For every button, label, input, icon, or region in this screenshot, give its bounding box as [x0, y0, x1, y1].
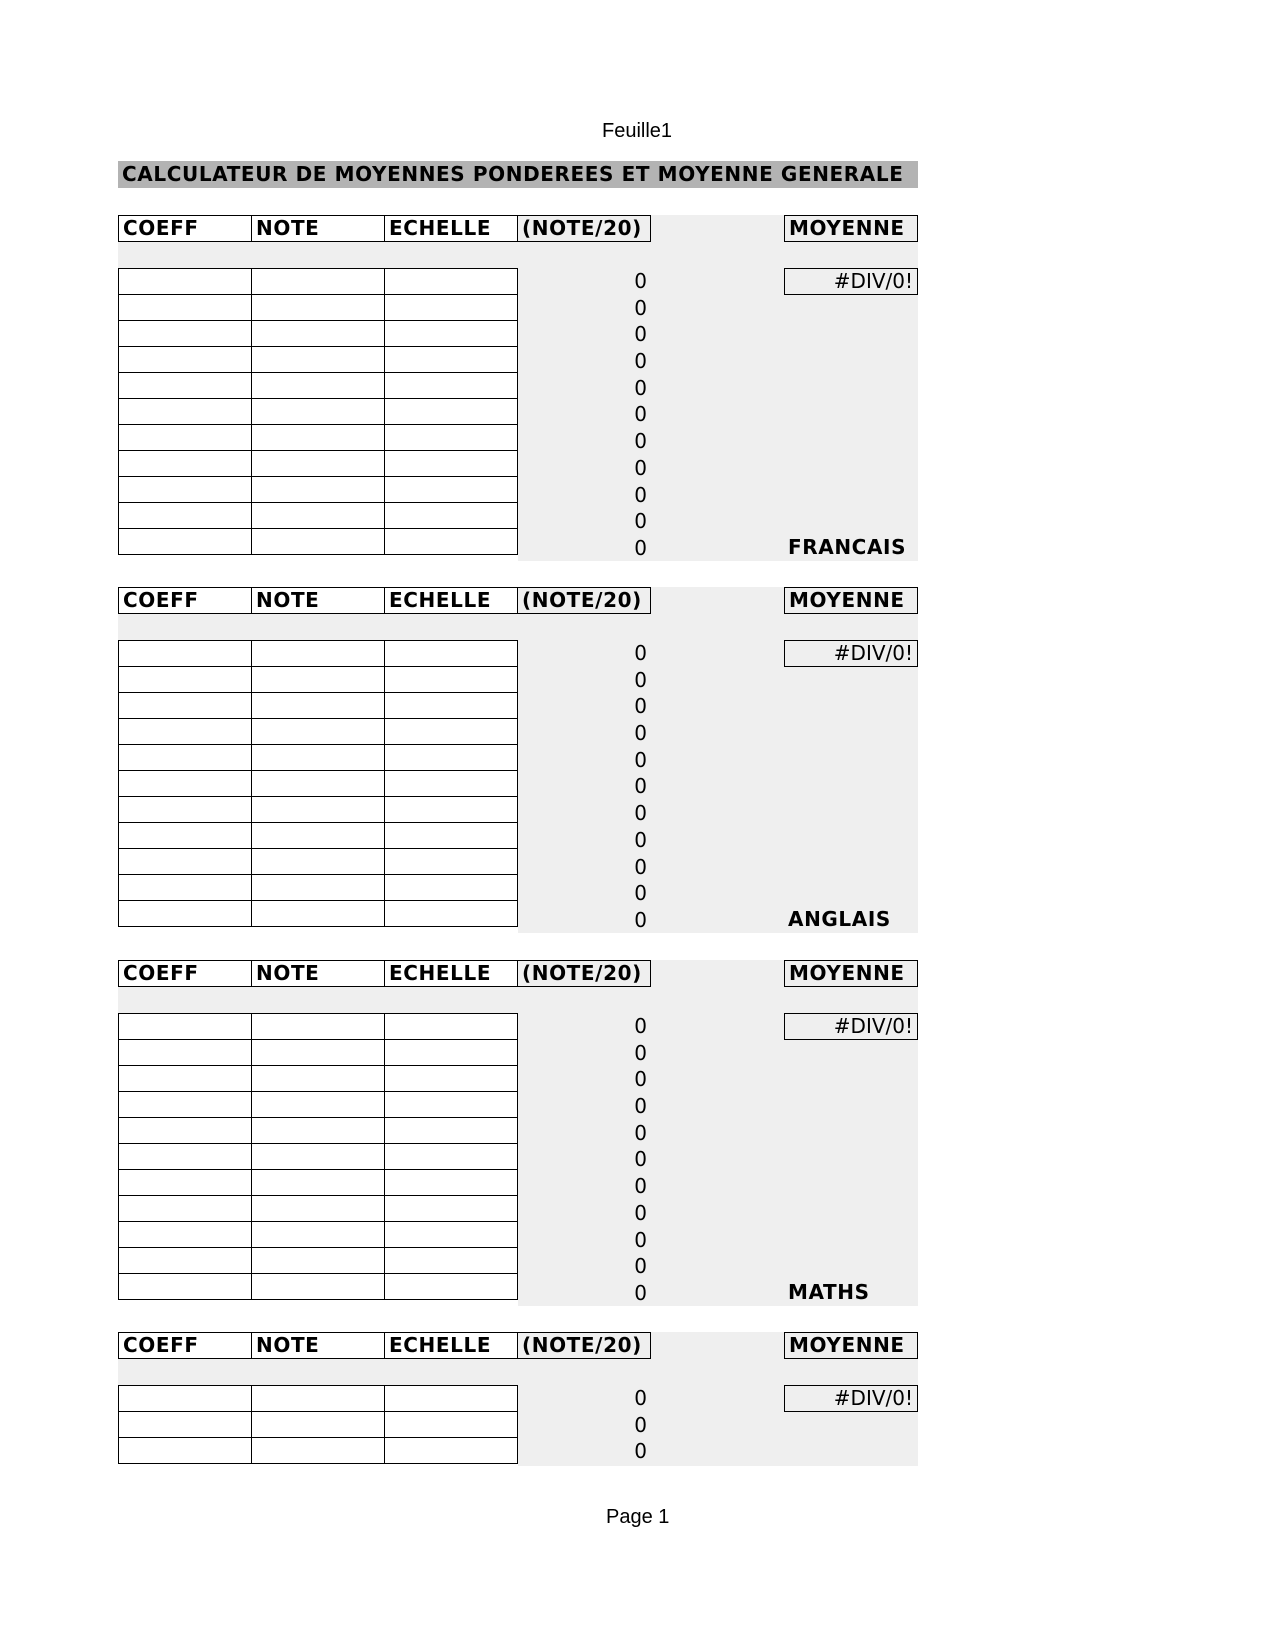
coeff-cell[interactable]	[119, 797, 252, 823]
echelle-header: ECHELLE	[384, 1332, 518, 1359]
echelle-cell[interactable]	[385, 425, 518, 451]
note-cell[interactable]	[252, 641, 385, 667]
note-cell[interactable]	[252, 503, 385, 529]
echelle-cell[interactable]	[385, 321, 518, 347]
note20-header: (NOTE/20)	[517, 215, 651, 242]
note-cell[interactable]	[252, 1274, 385, 1300]
moyenne-header: MOYENNE	[784, 587, 918, 614]
coeff-cell[interactable]	[119, 1092, 252, 1118]
echelle-header: ECHELLE	[384, 587, 518, 614]
note20-column	[518, 1385, 651, 1465]
echelle-cell[interactable]	[385, 823, 518, 849]
coeff-cell[interactable]	[119, 295, 252, 321]
table-row	[119, 1222, 518, 1248]
table-row	[119, 321, 518, 347]
sheet-name: Feuille1	[602, 120, 673, 142]
echelle-cell[interactable]	[385, 693, 518, 719]
table-row	[119, 347, 518, 373]
echelle-cell[interactable]	[385, 1118, 518, 1144]
table-row	[119, 641, 518, 667]
table-row	[119, 477, 518, 503]
coeff-cell[interactable]	[119, 503, 252, 529]
note20-value: 0	[634, 774, 647, 799]
note20-value: 0	[634, 402, 647, 427]
page-title: CALCULATEUR DE MOYENNES PONDEREES ET MOYENNE GENERALE	[118, 161, 918, 188]
note-cell[interactable]	[252, 1118, 385, 1144]
table-row	[119, 901, 518, 927]
note20-value: 0	[634, 667, 647, 692]
moyenne-header: MOYENNE	[784, 215, 918, 242]
average-value: #DIV/0!	[784, 1013, 918, 1040]
note20-value: 0	[634, 269, 647, 293]
echelle-cell[interactable]	[385, 529, 518, 555]
echelle-cell[interactable]	[385, 399, 518, 425]
note-cell[interactable]	[252, 1438, 385, 1464]
table-row	[119, 1170, 518, 1196]
note-cell[interactable]	[252, 693, 385, 719]
coeff-cell[interactable]	[119, 849, 252, 875]
echelle-cell[interactable]	[385, 771, 518, 797]
table-row	[119, 823, 518, 849]
echelle-cell[interactable]	[385, 1144, 518, 1170]
table-row	[119, 667, 518, 693]
note20-value: 0	[634, 349, 647, 374]
table-row	[119, 1196, 518, 1222]
note20-value: 0	[634, 1040, 647, 1065]
note20-value: 0	[634, 1412, 647, 1437]
note20-value: 0	[634, 641, 647, 665]
coeff-cell[interactable]	[119, 641, 252, 667]
subject-section	[118, 215, 918, 561]
note20-value: 0	[634, 1120, 647, 1145]
note20-column	[518, 268, 651, 562]
echelle-cell[interactable]	[385, 295, 518, 321]
note-cell[interactable]	[252, 321, 385, 347]
note-cell[interactable]	[252, 823, 385, 849]
note20-value: 0	[634, 1174, 647, 1199]
coeff-cell[interactable]	[119, 451, 252, 477]
echelle-header: ECHELLE	[384, 215, 518, 242]
coeff-cell[interactable]	[119, 1040, 252, 1066]
note20-value: 0	[634, 827, 647, 852]
table-row	[119, 745, 518, 771]
page-footer: Page 1	[606, 1506, 670, 1528]
echelle-cell[interactable]	[385, 1092, 518, 1118]
note-cell[interactable]	[252, 771, 385, 797]
note-cell[interactable]	[252, 1196, 385, 1222]
table-row	[119, 503, 518, 529]
table-row	[119, 269, 518, 295]
note20-value: 0	[634, 721, 647, 746]
note-cell[interactable]	[252, 1092, 385, 1118]
note-cell[interactable]	[252, 1412, 385, 1438]
echelle-cell[interactable]	[385, 1014, 518, 1040]
coeff-cell[interactable]	[119, 745, 252, 771]
echelle-cell[interactable]	[385, 373, 518, 399]
coeff-cell[interactable]	[119, 529, 252, 555]
note20-value: 0	[634, 455, 647, 480]
echelle-header: ECHELLE	[384, 960, 518, 987]
note-cell[interactable]	[252, 1170, 385, 1196]
table-row	[119, 719, 518, 745]
echelle-cell[interactable]	[385, 477, 518, 503]
coeff-cell[interactable]	[119, 667, 252, 693]
coeff-cell[interactable]	[119, 1196, 252, 1222]
note-cell[interactable]	[252, 1386, 385, 1412]
table-row	[119, 399, 518, 425]
note20-value: 0	[634, 1254, 647, 1279]
subject-label: FRANCAIS	[788, 535, 907, 559]
note-cell[interactable]	[252, 529, 385, 555]
echelle-cell[interactable]	[385, 451, 518, 477]
coeff-cell[interactable]	[119, 347, 252, 373]
coeff-header: COEFF	[118, 960, 252, 987]
coeff-cell[interactable]	[119, 1014, 252, 1040]
moyenne-header: MOYENNE	[784, 1332, 918, 1359]
coeff-cell[interactable]	[119, 321, 252, 347]
table-row	[119, 529, 518, 555]
coeff-cell[interactable]	[119, 373, 252, 399]
echelle-cell[interactable]	[385, 1412, 518, 1438]
note-cell[interactable]	[252, 399, 385, 425]
input-grid	[118, 640, 518, 927]
header-spacer	[118, 614, 518, 640]
coeff-cell[interactable]	[119, 875, 252, 901]
coeff-cell[interactable]	[119, 719, 252, 745]
note20-value: 0	[634, 1200, 647, 1225]
note-cell[interactable]	[252, 347, 385, 373]
subject-section	[118, 587, 918, 933]
coeff-cell[interactable]	[119, 1066, 252, 1092]
note20-value: 0	[634, 429, 647, 454]
echelle-cell[interactable]	[385, 503, 518, 529]
table-row	[119, 295, 518, 321]
note20-value: 0	[634, 747, 647, 772]
echelle-cell[interactable]	[385, 797, 518, 823]
echelle-cell[interactable]	[385, 1196, 518, 1222]
echelle-cell[interactable]	[385, 1438, 518, 1464]
note20-value: 0	[634, 375, 647, 400]
note-header: NOTE	[251, 587, 385, 614]
coeff-cell[interactable]	[119, 823, 252, 849]
coeff-cell[interactable]	[119, 693, 252, 719]
table-row	[119, 693, 518, 719]
table-row	[119, 1412, 518, 1438]
note-cell[interactable]	[252, 425, 385, 451]
note20-value: 0	[634, 1386, 647, 1410]
coeff-cell[interactable]	[119, 477, 252, 503]
coeff-cell[interactable]	[119, 269, 252, 295]
table-row	[119, 373, 518, 399]
note20-value: 0	[634, 801, 647, 826]
note-cell[interactable]	[252, 1014, 385, 1040]
coeff-cell[interactable]	[119, 1170, 252, 1196]
table-row	[119, 425, 518, 451]
table-row	[119, 1066, 518, 1092]
note20-value: 0	[634, 1014, 647, 1038]
note-cell[interactable]	[252, 295, 385, 321]
coeff-cell[interactable]	[119, 771, 252, 797]
note-cell[interactable]	[252, 477, 385, 503]
header-spacer	[118, 1359, 518, 1385]
coeff-cell[interactable]	[119, 1438, 252, 1464]
coeff-cell[interactable]	[119, 1248, 252, 1274]
note20-header: (NOTE/20)	[517, 587, 651, 614]
subject-label: MATHS	[788, 1280, 870, 1304]
note20-header: (NOTE/20)	[517, 960, 651, 987]
note20-value: 0	[634, 509, 647, 534]
table-row	[119, 1040, 518, 1066]
note-cell[interactable]	[252, 373, 385, 399]
echelle-cell[interactable]	[385, 667, 518, 693]
input-grid	[118, 1385, 518, 1464]
average-value: #DIV/0!	[784, 1385, 918, 1412]
moyenne-header: MOYENNE	[784, 960, 918, 987]
average-value: #DIV/0!	[784, 640, 918, 667]
subject-section	[118, 960, 918, 1306]
note-cell[interactable]	[252, 745, 385, 771]
coeff-header: COEFF	[118, 215, 252, 242]
note20-header: (NOTE/20)	[517, 1332, 651, 1359]
table-row	[119, 1144, 518, 1170]
note-cell[interactable]	[252, 901, 385, 927]
note-cell[interactable]	[252, 1144, 385, 1170]
echelle-cell[interactable]	[385, 719, 518, 745]
coeff-cell[interactable]	[119, 425, 252, 451]
note20-value: 0	[634, 322, 647, 347]
note-cell[interactable]	[252, 269, 385, 295]
coeff-cell[interactable]	[119, 1118, 252, 1144]
coeff-cell[interactable]	[119, 1274, 252, 1300]
input-grid	[118, 1013, 518, 1300]
average-value: #DIV/0!	[784, 268, 918, 295]
table-row	[119, 1438, 518, 1464]
note-cell[interactable]	[252, 875, 385, 901]
note-header: NOTE	[251, 1332, 385, 1359]
echelle-cell[interactable]	[385, 875, 518, 901]
coeff-cell[interactable]	[119, 901, 252, 927]
table-row	[119, 1014, 518, 1040]
table-row	[119, 1274, 518, 1300]
note-cell[interactable]	[252, 719, 385, 745]
note20-column	[518, 640, 651, 934]
coeff-cell[interactable]	[119, 1386, 252, 1412]
echelle-cell[interactable]	[385, 347, 518, 373]
note20-value: 0	[634, 482, 647, 507]
header-spacer	[118, 242, 518, 268]
table-row	[119, 849, 518, 875]
coeff-cell[interactable]	[119, 1144, 252, 1170]
echelle-cell[interactable]	[385, 1170, 518, 1196]
table-row	[119, 1386, 518, 1412]
subject-label: ANGLAIS	[788, 907, 891, 931]
coeff-header: COEFF	[118, 1332, 252, 1359]
note-cell[interactable]	[252, 667, 385, 693]
note-cell[interactable]	[252, 1222, 385, 1248]
echelle-cell[interactable]	[385, 1040, 518, 1066]
note-cell[interactable]	[252, 451, 385, 477]
note-header: NOTE	[251, 215, 385, 242]
coeff-cell[interactable]	[119, 1222, 252, 1248]
table-row	[119, 771, 518, 797]
echelle-cell[interactable]	[385, 849, 518, 875]
note-cell[interactable]	[252, 797, 385, 823]
echelle-cell[interactable]	[385, 745, 518, 771]
subject-section	[118, 1332, 918, 1466]
input-grid	[118, 268, 518, 555]
table-row	[119, 1248, 518, 1274]
note20-value: 0	[634, 854, 647, 879]
note20-value: 0	[634, 1147, 647, 1172]
note20-value: 0	[634, 907, 647, 932]
echelle-cell[interactable]	[385, 901, 518, 927]
echelle-cell[interactable]	[385, 1066, 518, 1092]
echelle-cell[interactable]	[385, 1386, 518, 1412]
header-spacer	[118, 987, 518, 1013]
note20-value: 0	[634, 1227, 647, 1252]
echelle-cell[interactable]	[385, 269, 518, 295]
note20-value: 0	[634, 881, 647, 906]
note20-value: 0	[634, 1280, 647, 1305]
coeff-cell[interactable]	[119, 399, 252, 425]
note-cell[interactable]	[252, 1248, 385, 1274]
echelle-cell[interactable]	[385, 1274, 518, 1300]
note20-value: 0	[634, 694, 647, 719]
note20-value: 0	[634, 1094, 647, 1119]
note20-value: 0	[634, 295, 647, 320]
note-cell[interactable]	[252, 1040, 385, 1066]
table-row	[119, 1118, 518, 1144]
note-cell[interactable]	[252, 849, 385, 875]
table-row	[119, 875, 518, 901]
coeff-cell[interactable]	[119, 1412, 252, 1438]
note-cell[interactable]	[252, 1066, 385, 1092]
echelle-cell[interactable]	[385, 1248, 518, 1274]
note20-value: 0	[634, 1439, 647, 1464]
table-row	[119, 797, 518, 823]
note20-value: 0	[634, 1067, 647, 1092]
table-row	[119, 1092, 518, 1118]
note-header: NOTE	[251, 960, 385, 987]
echelle-cell[interactable]	[385, 641, 518, 667]
note20-column	[518, 1013, 651, 1307]
table-row	[119, 451, 518, 477]
coeff-header: COEFF	[118, 587, 252, 614]
note20-value: 0	[634, 535, 647, 560]
echelle-cell[interactable]	[385, 1222, 518, 1248]
